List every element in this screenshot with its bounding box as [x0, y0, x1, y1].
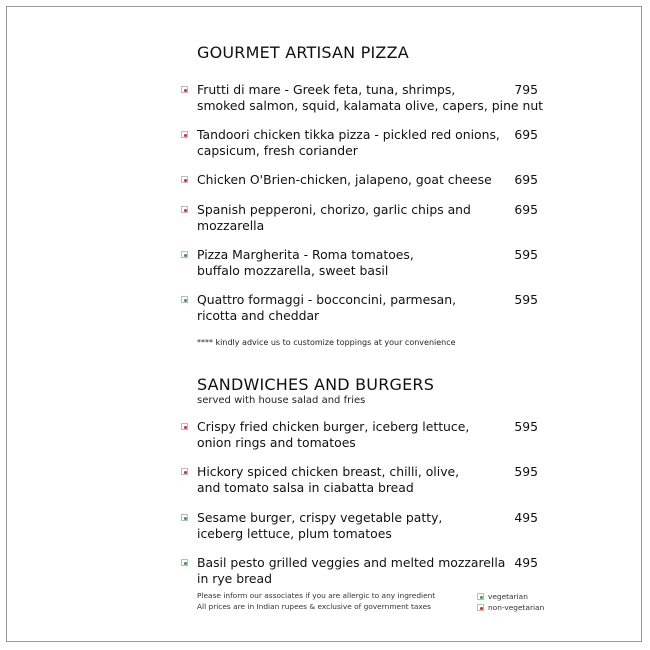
non-veg-icon: [181, 468, 188, 475]
menu-item-description: Crispy fried chicken burger, iceberg lettuce, onion rings and tomatoes: [197, 419, 470, 450]
menu-item-description: Spanish pepperoni, chorizo, garlic chips and mozzarella: [197, 202, 471, 233]
non-veg-icon: [181, 206, 188, 213]
non-veg-icon: [181, 176, 188, 183]
menu-item-description: Pizza Margherita - Roma tomatoes, buffalo mozzarella, sweet basil: [197, 247, 414, 278]
menu-item-price: 695: [514, 202, 538, 217]
legend-vegetarian: vegetarian: [477, 591, 544, 602]
allergy-note: Please inform our associates if you are allergic to any ingredient: [197, 591, 436, 600]
legend-non-vegetarian: non-vegetarian: [477, 602, 544, 613]
non-veg-icon: [477, 604, 484, 611]
menu-item-price: 795: [514, 82, 538, 97]
menu-item-description: Tandoori chicken tikka pizza - pickled red onions, capsicum, fresh coriander: [197, 127, 500, 158]
pizza-section-title: GOURMET ARTISAN PIZZA: [197, 43, 409, 62]
sandwich-section-subtitle: served with house salad and fries: [197, 395, 366, 406]
menu-item-description: Hickory spiced chicken breast, chilli, olive, and tomato salsa in ciabatta bread: [197, 464, 460, 495]
menu-item-description: Frutti di mare - Greek feta, tuna, shrimps, smoked salmon, squid, kalamata olive, capers, pine nut: [197, 82, 544, 113]
menu-item-description: Quattro formaggi - bocconcini, parmesan, ricotta and cheddar: [197, 292, 457, 323]
pricing-note: All prices are in Indian rupees & exclusive of government taxes: [197, 602, 431, 611]
menu-item-description: Chicken O'Brien-chicken, jalapeno, goat cheese: [197, 172, 492, 187]
non-veg-icon: [181, 423, 188, 430]
non-veg-icon: [181, 86, 188, 93]
menu-item-price: 595: [514, 292, 538, 307]
footer-notes: [197, 590, 435, 612]
veg-icon: [181, 514, 188, 521]
sandwich-section-title: SANDWICHES AND BURGERS: [197, 375, 435, 394]
veg-icon: [181, 559, 188, 566]
veg-icon: [477, 593, 484, 600]
menu-item-description: Basil pesto grilled veggies and melted mozzarella in rye bread: [197, 555, 506, 586]
menu-item-price: 595: [514, 247, 538, 262]
menu-item-price: 595: [514, 419, 538, 434]
diet-legend: [477, 591, 544, 613]
veg-icon: [181, 296, 188, 303]
toppings-note: **** kindly advice us to customize toppings at your convenience: [197, 338, 456, 347]
non-veg-icon: [181, 131, 188, 138]
menu-item-price: 495: [514, 510, 538, 525]
menu-item-description: Sesame burger, crispy vegetable patty, iceberg lettuce, plum tomatoes: [197, 510, 443, 541]
menu-item-price: 495: [514, 555, 538, 570]
menu-item-price: 695: [514, 172, 538, 187]
menu-item-price: 695: [514, 127, 538, 142]
veg-icon: [181, 251, 188, 258]
menu-item-price: 595: [514, 464, 538, 479]
